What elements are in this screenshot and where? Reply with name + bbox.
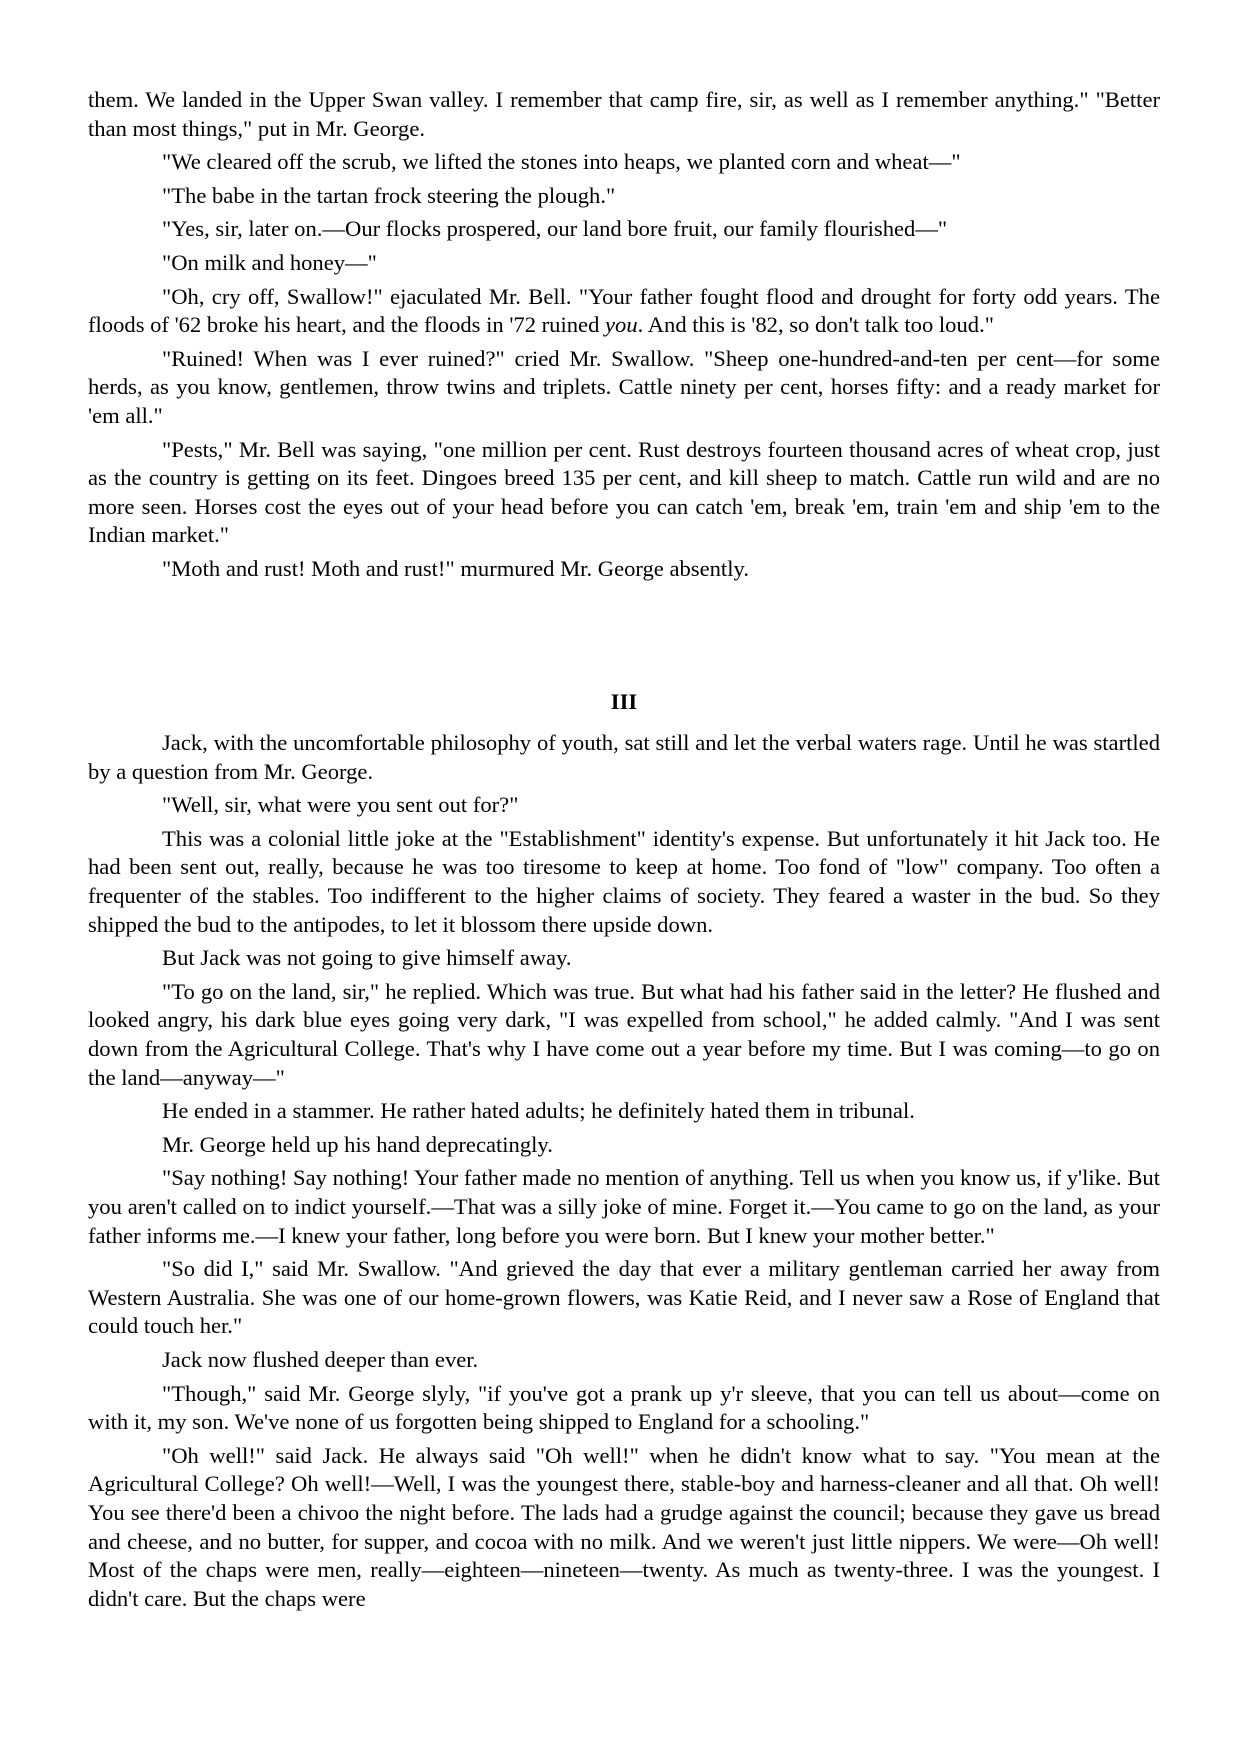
paragraph: "Moth and rust! Moth and rust!" murmured Mr. George absently. [162,555,749,581]
chapter-heading: III [610,688,638,714]
paragraph: "We cleared off the scrub, we lifted the stones into heaps, we planted corn and wheat—" [162,149,961,175]
book-page [88,86,1160,1618]
bell-text-part1: "Oh, cry off, Swallow!" ejaculated Mr. Bell. "Your father fought flood and drought for forty odd years. The floods of '62 broke his heart, and the floods in '72 ruined [88,283,1160,338]
paragraph: "To go on the land, sir," he replied. Which was true. But what had his father said in the letter? He flushed and looked angry, his dark blue eyes going very dark, "I was expelled from school," he added calmly. "And I was sent down from the Agricultural College. That's why I have come out a year before my time. But I was coming—to go on the land—anyway—" [88,978,1160,1090]
paragraph: "Pests," Mr. Bell was saying, "one million per cent. Rust destroys fourteen thousand acres of wheat crop, just as the country is getting on its feet. Dingoes breed 135 per cent, and kill sheep to match. Cattle run wild and are no more seen. Horses cost the eyes out of your head before you can catch 'em, break 'em, train 'em and ship 'em to the Indian market." [88,436,1160,548]
paragraph: But Jack was not going to give himself away. [162,945,572,971]
paragraph: "Though," said Mr. George slyly, "if you've got a prank up y'r sleeve, that you can tell us about—come on with it, my son. We've none of us forgotten being shipped to England for a schooling." [88,1380,1160,1435]
paragraph: Mr. George held up his hand deprecatingly. [162,1131,553,1157]
paragraph: This was a colonial little joke at the "Establishment" identity's expense. But unfortunately it hit Jack too. He had been sent out, really, because he was too tiresome to keep at home. Too fond of "low" company. Too often a frequenter of the stables. Too indifferent to the higher claims of society. They feared a waster in the bud. So they shipped the bud to the antipodes, to let it blossom there upside down. [88,825,1160,937]
paragraph: "The babe in the tartan frock steering the plough." [162,182,616,208]
paragraph: "Well, sir, what were you sent out for?" [162,792,519,818]
paragraph: them. We landed in the Upper Swan valley. I remember that camp fire, sir, as well as I remember anything." "Better than most things," put in Mr. George. [88,87,1160,141]
paragraph: Jack now flushed deeper than ever. [162,1346,479,1372]
paragraph: "On milk and honey—" [162,249,377,275]
paragraph: "Oh well!" said Jack. He always said "Oh well!" when he didn't know what to say. "You mean at the Agricultural College? Oh well!—Well, I was the youngest there, stable-boy and harness-cleaner and all that. Oh well! You see there'd been a chivoo the night before. The lads had a grudge against the council; because they gave us bread and cheese, and no butter, for supper, and cocoa with no milk. And we weren't just little nippers. We were—Oh well! Most of the chaps were men, really—eighteen—nineteen—twenty. As much as twenty-three. I was the youngest. I didn't care. But the chaps were [88,1442,1160,1611]
paragraph: "Say nothing! Say nothing! Your father made no mention of anything. Tell us when you know us, if y'like. But you aren't called on to indict yourself.—That was a silly joke of mine. Forget it.—You came to go on the land, as your father informs me.—I knew your father, long before you were born. But I knew your mother better." [88,1165,1160,1248]
bell-text-part2: . And this is '82, so don't talk too loud." [637,312,994,338]
bell-text-italic: you [605,312,638,338]
paragraph: "So did I," said Mr. Swallow. "And grieved the day that ever a military gentleman carried her away from Western Australia. She was one of our home-grown flowers, was Katie Reid, and I never saw a Rose of England that could touch her." [88,1256,1160,1339]
paragraph-bell [88,283,1160,340]
paragraph: "Yes, sir, later on.—Our flocks prospered, our land bore fruit, our family flourished—" [162,216,948,242]
paragraph: He ended in a stammer. He rather hated adults; he definitely hated them in tribunal. [162,1098,915,1124]
paragraph: Jack, with the uncomfortable philosophy of youth, sat still and let the verbal waters rage. Until he was startled by a question from Mr. George. [88,730,1160,784]
paragraph: "Ruined! When was I ever ruined?" cried Mr. Swallow. "Sheep one-hundred-and-ten per cent—for some herds, as you know, gentlemen, throw twins and triplets. Cattle ninety per cent, horses fifty: and a ready market for 'em all." [88,345,1160,428]
